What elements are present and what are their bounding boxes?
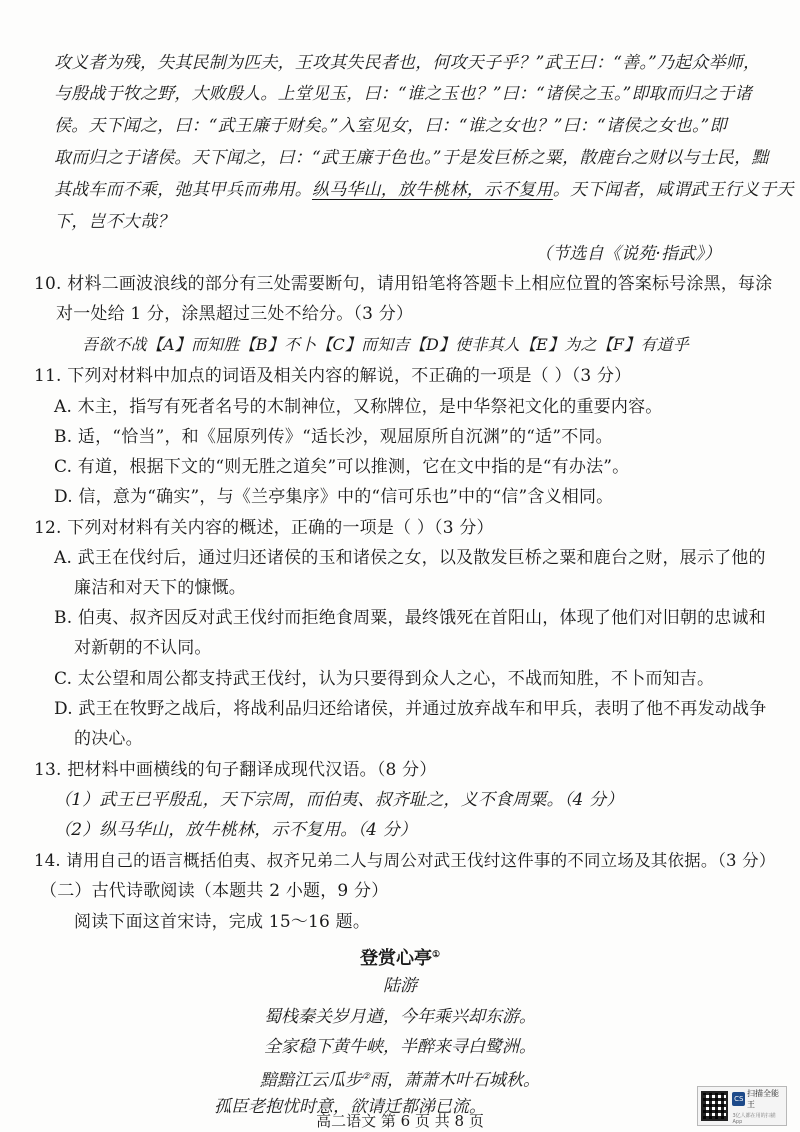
poem-title-text: 登赏心亭 [359, 948, 432, 969]
passage-line-4: 取而归之于诸侯。天下闻之，曰：“武王廉于色也。”于是发巨桥之粟，散鹿台之财以与士民，黜 [54, 148, 769, 168]
passage-line-5-head: 其战车而不乘，弛其甲兵而弗用。 [54, 180, 312, 200]
passage-line-6: 下，岂不大哉？ [54, 212, 175, 232]
scanner-watermark [697, 1086, 787, 1126]
scanner-tagline: 3亿人都在用的扫描App [732, 1112, 776, 1125]
q12-option-c: C. 太公望和周公都支持武王伐纣，认为只要得到众人之心，不战而知胜，不卜而知吉。 [54, 669, 715, 689]
q12-option-d-1: D. 武王在牧野之战后，将战利品归还给诸侯，并通过放弃战车和甲兵，表明了他不再发动战争 [54, 699, 767, 719]
q13-sentence-2: （2）纵马华山，放牛桃林，示不复用。（4 分） [54, 820, 418, 840]
q12-option-d-2: 的决心。 [74, 729, 143, 749]
section-2-intro: 阅读下面这首宋诗，完成 15～16 题。 [74, 912, 371, 932]
passage-source: （节选自《说苑·指武》） [535, 244, 722, 264]
passage-line-1: 攻义者为残，失其民制为匹夫，王攻其失民者也，何攻天子乎？”武王曰：“善。”乃起众举师， [54, 53, 761, 73]
poem-author: 陆游 [383, 976, 417, 996]
scanner-brand-row [732, 1088, 783, 1110]
q10-options: 吾欲不战【A】而知胜【B】不卜【C】而知吉【D】使非其人【E】为之【F】有道乎 [82, 335, 689, 354]
page-footer: 高二语文 第 6 页 共 8 页 [316, 1112, 484, 1130]
passage-line-3: 侯。天下闻之，曰：“武王廉于财矣。”入室见女，曰：“谁之女也？”曰：“诸侯之女也。”即 [54, 116, 727, 136]
underlined-sentence-2: 纵马华山，放牛桃林，示不复用 [312, 180, 553, 200]
section-2-heading: （二）古代诗歌阅读（本题共 2 小题，9 分） [40, 881, 389, 901]
q11-option-d: D. 信，意为“确实”，与《兰亭集序》中的“信可乐也”中的“信”含义相同。 [54, 487, 614, 507]
q11-option-b: B. 适，“恰当”，和《屈原列传》“适长沙，观屈原所自沉渊”的“适”不同。 [54, 427, 613, 447]
cs-logo-icon: CS [732, 1092, 745, 1106]
q13-sentence-1: （1）武王已平殷乱，天下宗周，而伯夷、叔齐耻之，义不食周粟。（4 分） [54, 790, 624, 810]
passage-line-5 [54, 179, 794, 201]
q11-option-c: C. 有道，根据下文的“则无胜之道矣”可以推测，它在文中指的是“有办法”。 [54, 457, 630, 477]
poem-line-4: 孤臣老抱忧时意，欲请迁都涕已流。 [214, 1097, 486, 1117]
scanner-brand [732, 1088, 783, 1125]
poem-line-3 [0, 1066, 800, 1092]
poem-line-1: 蜀栈秦关岁月遒，今年乘兴却东游。 [264, 1007, 536, 1027]
poem-line-3-note: ② [361, 1072, 371, 1082]
poem-title-note: ① [431, 950, 441, 960]
poem-line-3-b: 雨，萧萧木叶石城秋。 [370, 1070, 541, 1091]
q10-stem-2: 对一处给 1 分，涂黑超过三处不给分。（3 分） [56, 304, 414, 324]
q13-stem: 13. 把材料中画横线的句子翻译成现代汉语。（8 分） [34, 760, 437, 780]
q12-stem: 12. 下列对材料有关内容的概述，正确的一项是（ ）（3 分） [34, 518, 494, 538]
q11-option-a: A. 木主，指写有死者名号的木制神位，又称牌位，是中华祭祀文化的重要内容。 [54, 397, 663, 417]
poem-line-3-a: 黯黯江云瓜步 [259, 1070, 362, 1091]
poem-line-2: 全家稳下黄牛峡，半醉来寻白鹭洲。 [264, 1037, 536, 1057]
q12-option-b-2: 对新朝的不认同。 [74, 638, 212, 658]
q14-stem: 14. 请用自己的语言概括伯夷、叔齐兄弟二人与周公对武王伐纣这件事的不同立场及其依据。（3 分） [34, 851, 776, 870]
q12-option-a-1: A. 武王在伐纣后，通过归还诸侯的玉和诸侯之女，以及散发巨桥之粟和鹿台之财，展示了他的 [54, 548, 766, 568]
passage-line-2: 与殷战于牧之野，大败殷人。上堂见玉，曰：“谁之玉也？”曰：“诸侯之玉。”即取而归之于诸 [54, 84, 752, 104]
q10-stem-1: 10. 材料二画波浪线的部分有三处需要断句，请用铅笔将答题卡上相应位置的答案标号涂黑，每涂 [34, 274, 773, 294]
qr-code-icon [701, 1091, 728, 1121]
q11-stem: 11. 下列对材料中加点的词语及相关内容的解说，不正确的一项是（ ）（3 分） [34, 366, 632, 386]
passage-line-5-tail: 。天下闻者，咸谓武王行义于天 [552, 180, 794, 200]
scanner-name: 扫描全能王 [747, 1088, 780, 1109]
q12-option-a-2: 廉洁和对天下的慷慨。 [74, 578, 246, 598]
q12-option-b-1: B. 伯夷、叔齐因反对武王伐纣而拒绝食周粟，最终饿死在首阳山，体现了他们对旧朝的忠诚和 [54, 608, 766, 628]
poem-title [0, 944, 800, 970]
